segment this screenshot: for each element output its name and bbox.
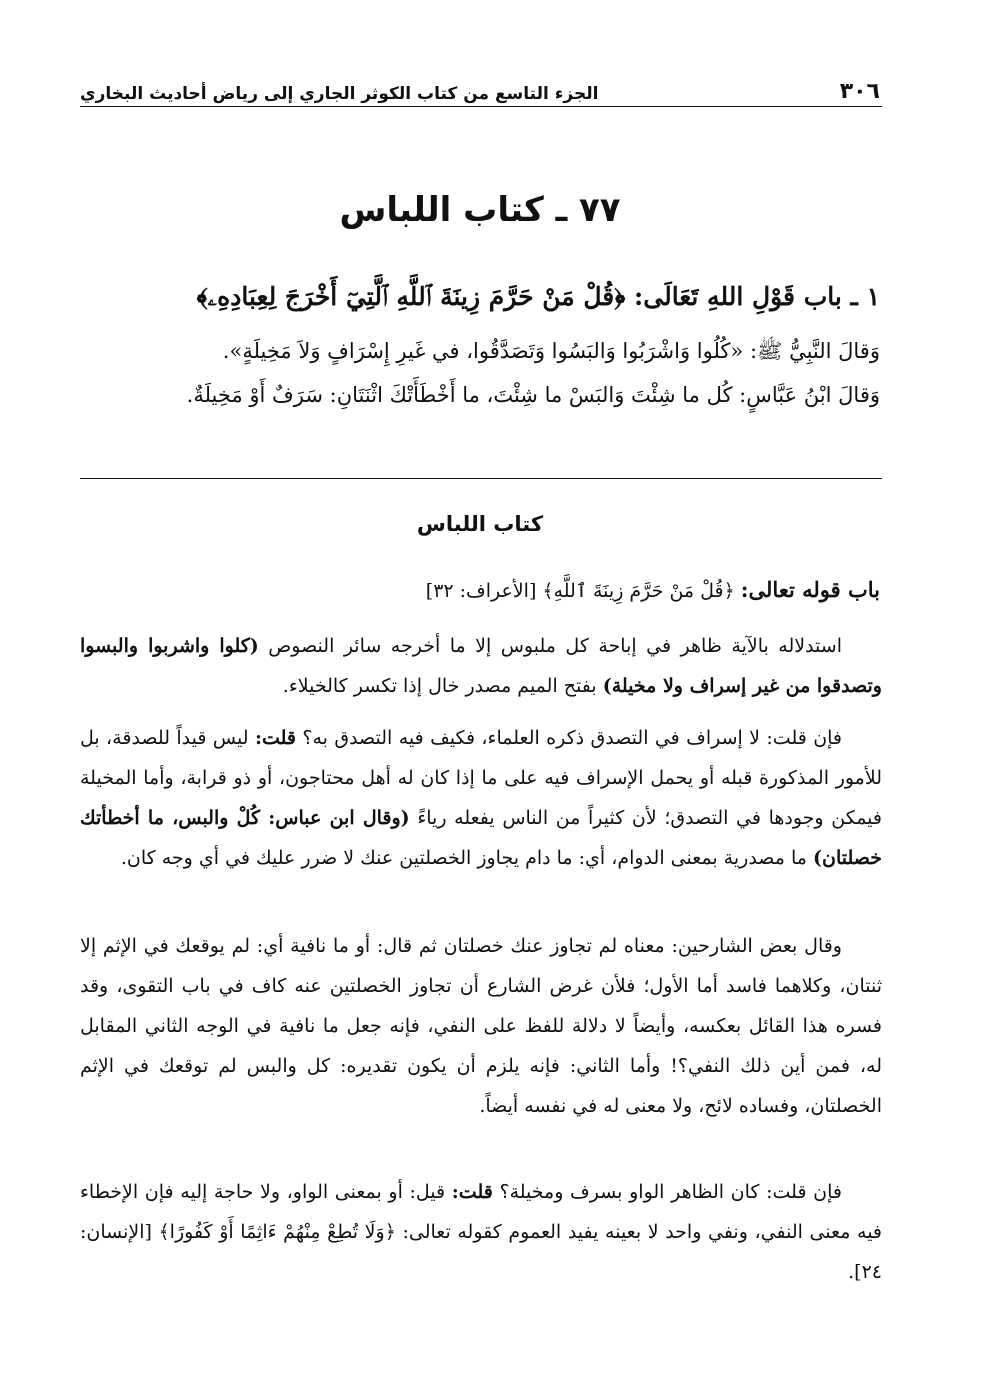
paragraph-text: فإن قلت: كان الظاهر الواو بسرف ومخيلة؟ [499,1181,843,1203]
quoted-hadith: (كلوا واشربوا والبسوا وتصدقوا من غير إسراف ولا مخيلة) [80,635,882,697]
answer-marker: قلت: [254,727,296,749]
quoted-text: (وقال ابن عباس: كُلْ والبس، ما أخطأتك خصلتان) [80,807,882,869]
page-header [80,60,880,104]
quran-verse: ﴿وَلَا تُطِعْ مِنْهُمْ ءَاثِمًا أَوْ كَفُورًا﴾ [158,1221,396,1243]
commentary-paragraph [80,926,882,1126]
header-rule [80,106,882,107]
paragraph-text: ما مصدرية بمعنى الدوام، أي: ما دام يجاوز الخصلتين عنك لا ضرر عليك في أي وجه كان. [120,847,807,869]
bab-verse: ﴿قُلْ مَنْ حَرَّمَ زِينَةَ ٱللَّهِ﴾ [542,580,735,602]
paragraph-text: بفتح الميم مصدر خال إذا تكسر كالخيلاء. [282,675,597,697]
paragraph-text: وقال بعض الشارحين: معناه لم تجاوز عنك خصلتان ثم قال: أو ما نافية أي: لم يوقعك في الإثم إلا ثنتان، وكلاهما فاسد أما الأول؛ فلأن غرض الشارع أن تجاوز الخصلتين عنه كاف في باب التقوى، وقد فسره هذا القائل بعكسه، وأيضاً لا دلالة للفظ على النفي، فإنه جعل ما نافية في الوجه الثاني المقابل له، فمن أين ذلك النفي؟! وأما الثاني: فإنه يلزم أن يكون تقديره: كل والبس لم توقعك في الإثم الخصلتان، وفساده لائح، ولا معنى له في نفسه أيضاً. [80,935,882,1117]
paragraph-text: استدلاله بالآية ظاهر في إباحة كل ملبوس إلا ما أخرجه سائر النصوص [268,635,842,657]
paragraph-text: قيل: أو بمعنى الواو، ولا حاجة إليه فإن الإخطاء فيه معنى النفي، ونفي واحد لا بعينه يفيد العموم كقوله تعالى: [80,1181,883,1243]
commentary-paragraph [80,1172,882,1292]
verse-reference: [الإنسان: ٢٤]. [80,1221,882,1283]
page-number: ٣٠٦ [839,79,880,104]
paragraph-text: فإن قلت: لا إسراف في التصدق ذكره العلماء، فكيف فيه التصدق به؟ [302,727,843,749]
bab-reference: [الأعراف: ٣٢] [425,580,537,602]
paragraph-text: ليس قيداً للصدقة، بل للأمور المذكورة قبله أو يحمل الإسراف فيه على ما إذا كان له أهل محتاجون، أو ذو قرابة، وأما المخيلة فيمكن وجودها في التصدق؛ لأن كثيراً من الناس يفعله رياءً [80,727,882,829]
chapter-heading: ١ ـ باب قَوْلِ اللهِ تَعَالَى: ﴿قُلْ مَنْ حَرَّمَ زِينَةَ ٱللَّهِ ٱلَّتِيٓ أَخْرَجَ لِعِبَادِهِۦ﴾ [196,282,880,311]
commentary-bab-heading [100,577,880,602]
section-divider [80,478,882,479]
commentary-paragraph [80,718,882,878]
commentary-paragraph [80,626,882,706]
bab-label: باب قوله تعالى: [740,577,880,602]
running-title: الجزء التاسع من كتاب الكوثر الجاري إلى رياض أحاديث البخاري [80,84,599,104]
hadith-line: وَقالَ النَّبِيُّ ﷺ: «كُلُوا وَاشْرَبُوا وَالبَسُوا وَتَصَدَّقُوا، في غَيرِ إِسْرَافٍ وَلاَ مَخِيلَةٍ». [222,339,880,363]
book-title: ٧٧ ـ كتاب اللباس [339,190,621,230]
hadith-line: وَقالَ ابْنُ عَبَّاسٍ: كُل ما شِئْتَ وَالبَسْ ما شِئْتَ، ما أَخْطَأَتْكَ اثْنَتَانِ: سَرَفٌ أَوْ مَخِيلَةٌ. [186,383,880,407]
answer-marker: قلت: [451,1181,493,1203]
commentary-title: كتاب اللباس [416,512,544,536]
